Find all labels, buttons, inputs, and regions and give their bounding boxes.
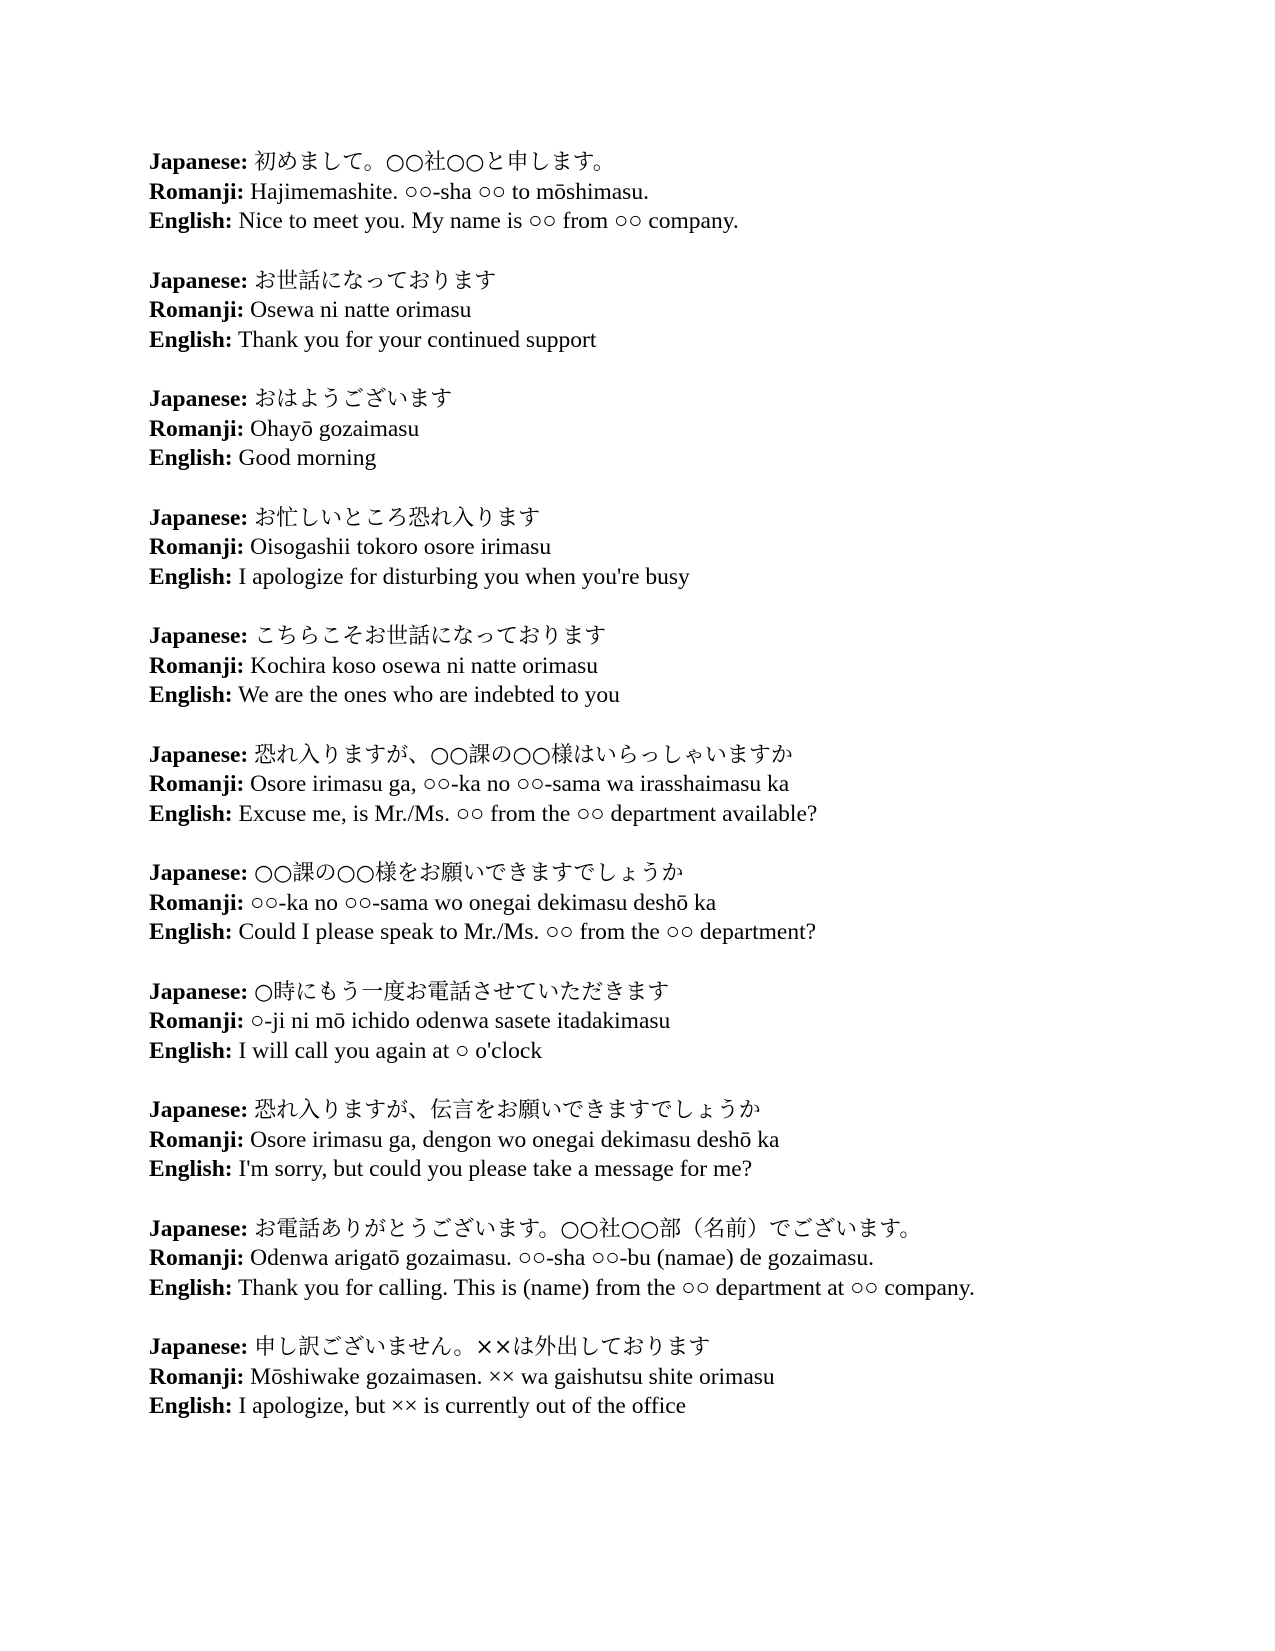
english-text: I'm sorry, but could you please take a message for me? (238, 1156, 753, 1182)
english-text: Good morning (238, 445, 377, 471)
romanji-label: Romanji: (149, 1363, 245, 1390)
phrase-entry (149, 504, 1229, 593)
english-text: I will call you again at ○ o'clock (238, 1037, 543, 1064)
english-line (149, 326, 1229, 356)
romanji-line (149, 296, 1229, 326)
japanese-line (149, 1333, 1229, 1363)
romanji-line (149, 770, 1229, 800)
english-text: I apologize, but ×× is currently out of the office (238, 1393, 687, 1419)
japanese-text: 恐れ入りますが、○○課の○○様はいらっしゃいますか (254, 742, 793, 768)
english-label: English: (149, 1274, 233, 1301)
romanji-line (149, 1363, 1229, 1393)
japanese-label: Japanese: (149, 149, 249, 175)
english-label: English: (149, 208, 233, 234)
english-label: English: (149, 326, 233, 353)
romanji-line (149, 889, 1229, 919)
japanese-line (149, 622, 1229, 652)
japanese-label: Japanese: (149, 860, 249, 886)
romanji-label: Romanji: (149, 1008, 245, 1034)
english-label: English: (149, 563, 233, 590)
english-line (149, 681, 1229, 711)
japanese-label: Japanese: (149, 504, 249, 531)
japanese-text: ○○課の○○様をお願いできますでしょうか (254, 861, 684, 886)
english-label: English: (149, 682, 233, 708)
romanji-label: Romanji: (149, 297, 245, 323)
romanji-text: ○-ji ni mō ichido odenwa sasete itadakimasu (250, 1008, 671, 1034)
romanji-line (149, 415, 1229, 445)
japanese-text: 初めまして。○○社○○と申します。 (254, 150, 615, 175)
phrase-entry (149, 267, 1229, 356)
romanji-line (149, 1007, 1229, 1037)
romanji-line (149, 1244, 1229, 1274)
english-text: Could I please speak to Mr./Ms. ○○ from the ○○ department? (238, 919, 817, 945)
romanji-line (149, 652, 1229, 682)
english-label: English: (149, 800, 233, 827)
romanji-text: Ohayō gozaimasu (250, 415, 420, 442)
english-text: Nice to meet you. My name is ○○ from ○○ company. (238, 208, 739, 234)
english-line (149, 1392, 1229, 1422)
romanji-text: Kochira koso osewa ni natte orimasu (250, 652, 599, 679)
english-label: English: (149, 445, 233, 471)
japanese-label: Japanese: (149, 741, 249, 768)
romanji-line (149, 1126, 1229, 1156)
english-label: English: (149, 919, 233, 945)
japanese-text: こちらこそお世話になっております (254, 624, 607, 649)
japanese-text: おはようございます (254, 387, 453, 412)
japanese-label: Japanese: (149, 978, 249, 1005)
romanji-label: Romanji: (149, 771, 245, 797)
romanji-label: Romanji: (149, 889, 245, 916)
japanese-text: 申し訳ございません。××は外出しております (254, 1335, 711, 1360)
romanji-label: Romanji: (149, 1245, 245, 1271)
english-line (149, 563, 1229, 593)
japanese-line (149, 741, 1229, 771)
japanese-text: お電話ありがとうございます。○○社○○部（名前）でございます。 (254, 1216, 922, 1242)
english-line (149, 1274, 1229, 1304)
romanji-label: Romanji: (149, 534, 245, 560)
japanese-line (149, 148, 1229, 178)
japanese-line (149, 504, 1229, 534)
romanji-label: Romanji: (149, 652, 245, 679)
romanji-label: Romanji: (149, 178, 245, 205)
english-line (149, 918, 1229, 948)
japanese-text: お世話になっております (254, 268, 497, 294)
japanese-label: Japanese: (149, 1097, 249, 1123)
japanese-text: お忙しいところ恐れ入ります (254, 505, 541, 531)
japanese-line (149, 1096, 1229, 1126)
english-text: I apologize for disturbing you when you're busy (238, 563, 690, 590)
english-text: Thank you for calling. This is (name) from the ○○ department at ○○ company. (238, 1274, 975, 1301)
romanji-text: Odenwa arigatō gozaimasu. ○○-sha ○○-bu (namae) de gozaimasu. (250, 1245, 874, 1271)
english-line (149, 1155, 1229, 1185)
japanese-text: 恐れ入りますが、伝言をお願いできますでしょうか (254, 1098, 761, 1123)
english-text: Thank you for your continued support (238, 326, 597, 353)
english-text: We are the ones who are indebted to you (238, 682, 620, 708)
romanji-text: Hajimemashite. ○○-sha ○○ to mōshimasu. (250, 178, 649, 205)
english-label: English: (149, 1037, 233, 1064)
japanese-text: ○時にもう一度お電話させていただきます (254, 979, 670, 1005)
japanese-label: Japanese: (149, 1215, 249, 1242)
japanese-line (149, 267, 1229, 297)
romanji-label: Romanji: (149, 1126, 245, 1153)
romanji-text: Osore irimasu ga, dengon wo onegai dekimasu deshō ka (250, 1126, 780, 1153)
english-line (149, 444, 1229, 474)
phrase-entry (149, 148, 1229, 237)
phrase-entry (149, 1333, 1229, 1422)
japanese-label: Japanese: (149, 1334, 249, 1360)
english-line (149, 207, 1229, 237)
romanji-line (149, 533, 1229, 563)
romanji-text: ○○-ka no ○○-sama wo onegai dekimasu deshō ka (250, 889, 717, 916)
japanese-label: Japanese: (149, 267, 249, 294)
phrase-entry (149, 978, 1229, 1067)
japanese-line (149, 1215, 1229, 1245)
japanese-line (149, 978, 1229, 1008)
english-label: English: (149, 1393, 233, 1419)
romanji-text: Osore irimasu ga, ○○-ka no ○○-sama wa irasshaimasu ka (250, 771, 790, 797)
phrase-entry (149, 622, 1229, 711)
romanji-text: Oisogashii tokoro osore irimasu (250, 534, 552, 560)
romanji-text: Mōshiwake gozaimasen. ×× wa gaishutsu shite orimasu (250, 1363, 775, 1390)
phrase-entry (149, 859, 1229, 948)
japanese-line (149, 859, 1229, 889)
japanese-label: Japanese: (149, 386, 249, 412)
japanese-line (149, 385, 1229, 415)
english-line (149, 800, 1229, 830)
romanji-label: Romanji: (149, 415, 245, 442)
romanji-line (149, 178, 1229, 208)
phrase-entry (149, 1096, 1229, 1185)
phrase-entry (149, 385, 1229, 474)
english-text: Excuse me, is Mr./Ms. ○○ from the ○○ department available? (238, 800, 818, 827)
english-label: English: (149, 1156, 233, 1182)
phrase-entry (149, 1215, 1229, 1304)
english-line (149, 1037, 1229, 1067)
japanese-label: Japanese: (149, 623, 249, 649)
phrase-list (149, 148, 1229, 1452)
phrase-entry (149, 741, 1229, 830)
romanji-text: Osewa ni natte orimasu (250, 297, 472, 323)
